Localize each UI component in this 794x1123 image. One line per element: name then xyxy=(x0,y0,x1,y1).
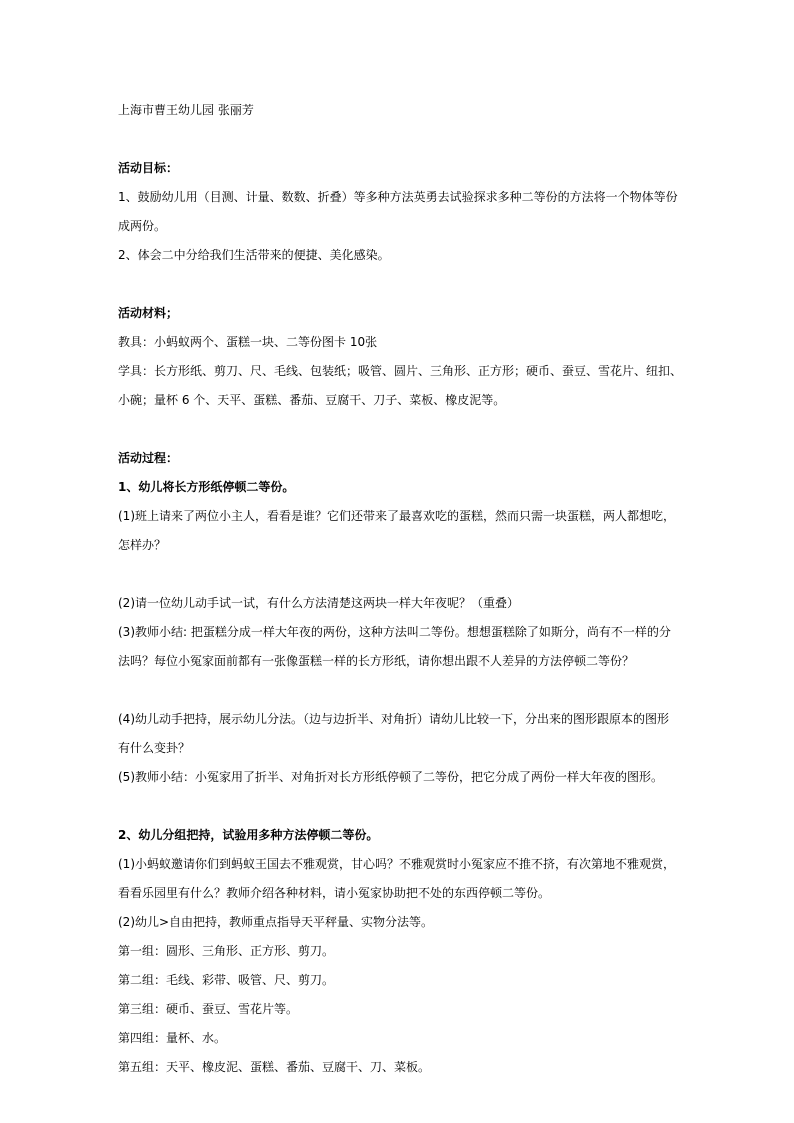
section-2-paragraph-1-line-1: (1)小蚂蚁邀请你们到蚂蚁王国去不雅观赏，甘心吗？不雅观赏时小冤家应不推不挤，有次第地不雅观赏， xyxy=(118,857,676,871)
learning-materials-line-2: 小碗；量杯 6 个、天平、蛋糕、番茄、豆腐干、刀子、菜板、橡皮泥等。 xyxy=(118,393,506,407)
spacer xyxy=(118,792,678,821)
section-1-paragraph-2: (2)请一位幼儿动手试一试，有什么方法清楚这两块一样大年夜呢？（重叠） xyxy=(118,596,520,610)
spacer xyxy=(118,676,678,705)
process-heading: 活动过程： xyxy=(118,451,179,465)
group-item: 第一组：圆形、三角形、正方形、剪刀。 xyxy=(118,944,335,958)
goal-item-1-line-1: 1、鼓励幼儿用（目测、计量、数数、折叠）等多种方法英勇去试验探求多种二等份的方法将一个物体等份 xyxy=(118,190,678,204)
section-1-paragraph-1-line-2: 怎样办？ xyxy=(118,538,167,552)
group-item: 第三组：硬币、蚕豆、雪花片等。 xyxy=(118,1002,299,1016)
document-page xyxy=(118,96,683,1082)
section-1-paragraph-5: (5)教师小结：小冤家用了折半、对角折对长方形纸停顿了二等份，把它分成了两份一样大年夜的图形。 xyxy=(118,770,664,784)
section-1-paragraph-4-line-2: 有什么变卦？ xyxy=(118,741,191,755)
author-line: 上海市曹王幼儿园 张丽芳 xyxy=(118,103,254,117)
spacer xyxy=(118,270,678,299)
section-2-paragraph-1-line-2: 看看乐园里有什么？教师介绍各种材料，请小冤家协助把不处的东西停顿二等份。 xyxy=(118,886,551,900)
section-1-paragraph-3-line-2: 法吗？每位小冤家面前都有一张像蛋糕一样的长方形纸，请你想出跟不人差异的方法停顿二等份？ xyxy=(118,654,635,668)
section-2-paragraph-2: (2)幼儿>自由把持，教师重点指导天平秤量、实物分法等。 xyxy=(118,915,434,929)
teaching-materials: 教具：小蚂蚁两个、蛋糕一块、二等份图卡 10张 xyxy=(118,335,378,349)
materials-heading: 活动材料； xyxy=(118,306,179,320)
section-1-paragraph-1-line-1: (1)班上请来了两位小主人，看看是谁？它们还带来了最喜欢吃的蛋糕，然而只需一块蛋糕，两人都想吃， xyxy=(118,509,676,523)
goals-heading: 活动目标： xyxy=(118,161,179,175)
spacer xyxy=(118,560,678,589)
section-1-paragraph-4-line-1: (4)幼儿动手把持，展示幼儿分法。（边与边折半、对角折）请幼儿比较一下，分出来的图形跟原本的图形 xyxy=(118,712,670,726)
group-item: 第五组：天平、橡皮泥、蛋糕、番茄、豆腐干、刀、菜板。 xyxy=(118,1060,431,1074)
goal-item-1-line-2: 成两份。 xyxy=(118,219,167,233)
group-item: 第二组：毛线、彩带、吸管、尺、剪刀。 xyxy=(118,973,335,987)
learning-materials-line-1: 学具：长方形纸、剪刀、尺、毛线、包装纸；吸管、圆片、三角形、正方形；硬币、蚕豆、雪花片、纽扣、 xyxy=(118,364,683,378)
spacer xyxy=(118,125,678,154)
section-2-title: 2、幼儿分组把持，试验用多种方法停顿二等份。 xyxy=(118,828,379,842)
section-1-paragraph-3-line-1: (3)教师小结: 把蛋糕分成一样大年夜的两份，这种方法叫二等份。想想蛋糕除了如斯分，尚有不一样的分 xyxy=(118,625,671,639)
goal-item-2: 2、体会二中分给我们生活带来的便捷、美化感染。 xyxy=(118,248,390,262)
group-item: 第四组：量杯、水。 xyxy=(118,1031,227,1045)
spacer xyxy=(118,415,678,444)
section-1-title: 1、幼儿将长方形纸停顿二等份。 xyxy=(118,480,295,494)
